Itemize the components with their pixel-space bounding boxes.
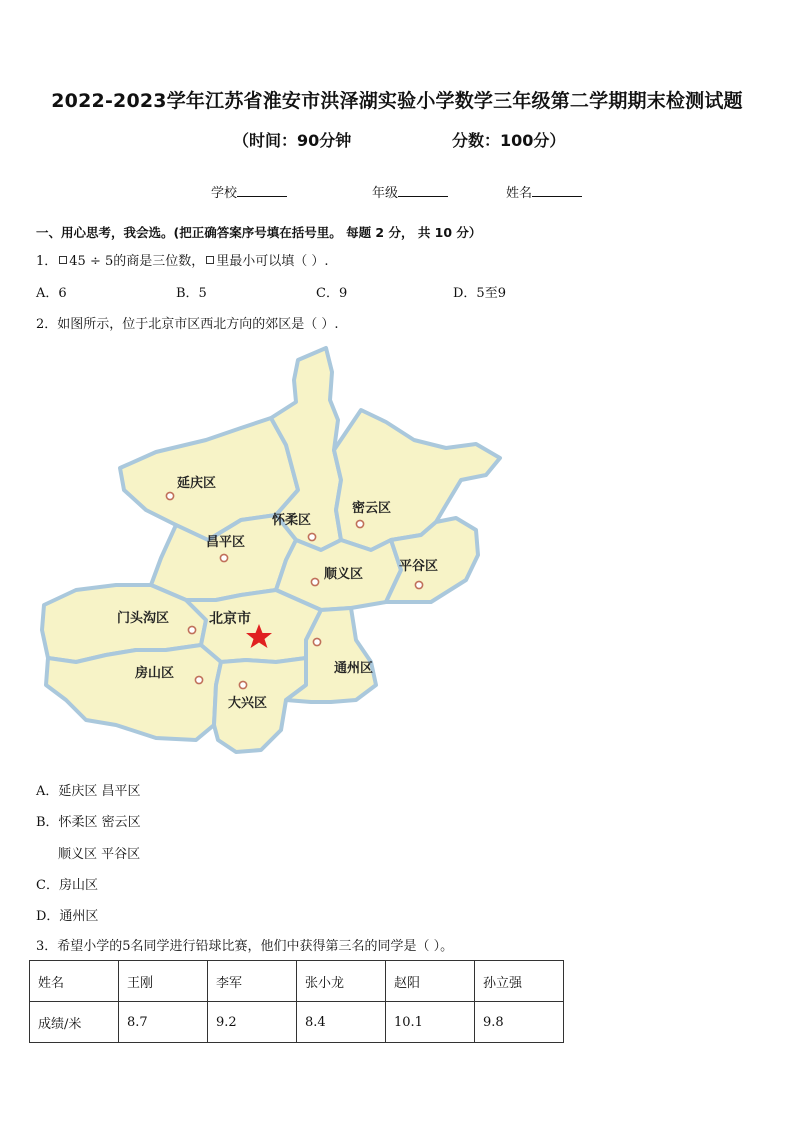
table-cell: 9.2 [208,1002,297,1043]
q2-option-b: B．怀柔区 密云区 [36,815,141,830]
table-cell: 张小龙 [297,961,386,1002]
grade-field [372,182,448,201]
mentougou-dot [188,626,195,633]
label-yanqing: 延庆区 [177,475,217,490]
q1-option-a: A．6 [36,286,67,301]
question-3-stem: 3．希望小学的5名同学进行铅球比赛，他们中获得第三名的同学是（ ）。 [36,939,454,954]
label-fangshan: 房山区 [135,665,175,680]
shunyi-dot [311,578,318,585]
label-tongzhou: 通州区 [334,660,374,675]
blank-box-icon [206,256,214,264]
page-title: 2022-2023学年江苏省淮安市洪泽湖实验小学数学三年级第二学期期末检测试题 [51,90,743,112]
label-beijing: 北京市 [209,610,251,626]
daxing-dot [239,681,246,688]
label-mentougou: 门头沟区 [117,610,170,625]
exam-time: （时间：90分钟 [233,131,352,150]
table-header-row [30,961,564,1002]
pinggu-dot [415,581,422,588]
label-shunyi: 顺义区 [324,566,364,581]
fangshan-dot [195,676,202,683]
exam-score: 分数：100分） [452,131,566,150]
miyun-dot [356,520,363,527]
q2-option-a: A．延庆区 昌平区 [36,784,141,799]
q1-number: 1． [36,254,58,269]
table-cell: 孙立强 [475,961,564,1002]
changping-dot [220,554,227,561]
table-cell: 9.8 [475,1002,564,1043]
label-pinggu: 平谷区 [399,558,439,573]
yanqing-dot [166,492,173,499]
q1-text-a: 45 ÷ 5的商是三位数， [69,254,205,269]
q1-option-c: C．9 [316,286,348,301]
huairou-dot [308,533,315,540]
school-label: 学校 [211,186,238,201]
table-cell: 10.1 [386,1002,475,1043]
blank-box-icon [59,256,67,264]
table-cell: 李军 [208,961,297,1002]
q1-option-d: D．5至9 [453,286,506,301]
q1-text-b: 里最小可以填（ ）. [216,254,329,269]
name-field [506,182,582,201]
label-huairou: 怀柔区 [272,512,312,527]
grade-blank [398,184,448,197]
table-cell: 赵阳 [386,961,475,1002]
grade-label: 年级 [372,186,399,201]
beijing-district-map [36,340,516,765]
question-1-stem [36,250,329,269]
q2-option-c: C．房山区 [36,878,98,893]
q1-option-b: B．5 [176,286,207,301]
tongzhou-dot [313,638,320,645]
score-table [29,960,564,1043]
table-cell: 姓名 [30,961,119,1002]
question-2-stem: 2．如图所示，位于北京市区西北方向的郊区是（ ）. [36,317,339,332]
table-row [30,1002,564,1043]
school-field [211,182,287,201]
table-cell: 8.7 [119,1002,208,1043]
section-heading: 一、用心思考，我会选。(把正确答案序号填在括号里。 每题 2 分， 共 10 分） [36,225,482,240]
q2-option-b-cont: 顺义区 平谷区 [58,847,141,862]
table-cell: 王刚 [119,961,208,1002]
table-cell: 8.4 [297,1002,386,1043]
label-miyun: 密云区 [352,500,392,515]
table-cell: 成绩/米 [30,1002,119,1043]
q2-option-d: D．通州区 [36,909,99,924]
label-daxing: 大兴区 [228,695,268,710]
label-changping: 昌平区 [206,534,246,549]
name-blank [532,184,582,197]
school-blank [237,184,287,197]
name-label: 姓名 [506,186,533,201]
